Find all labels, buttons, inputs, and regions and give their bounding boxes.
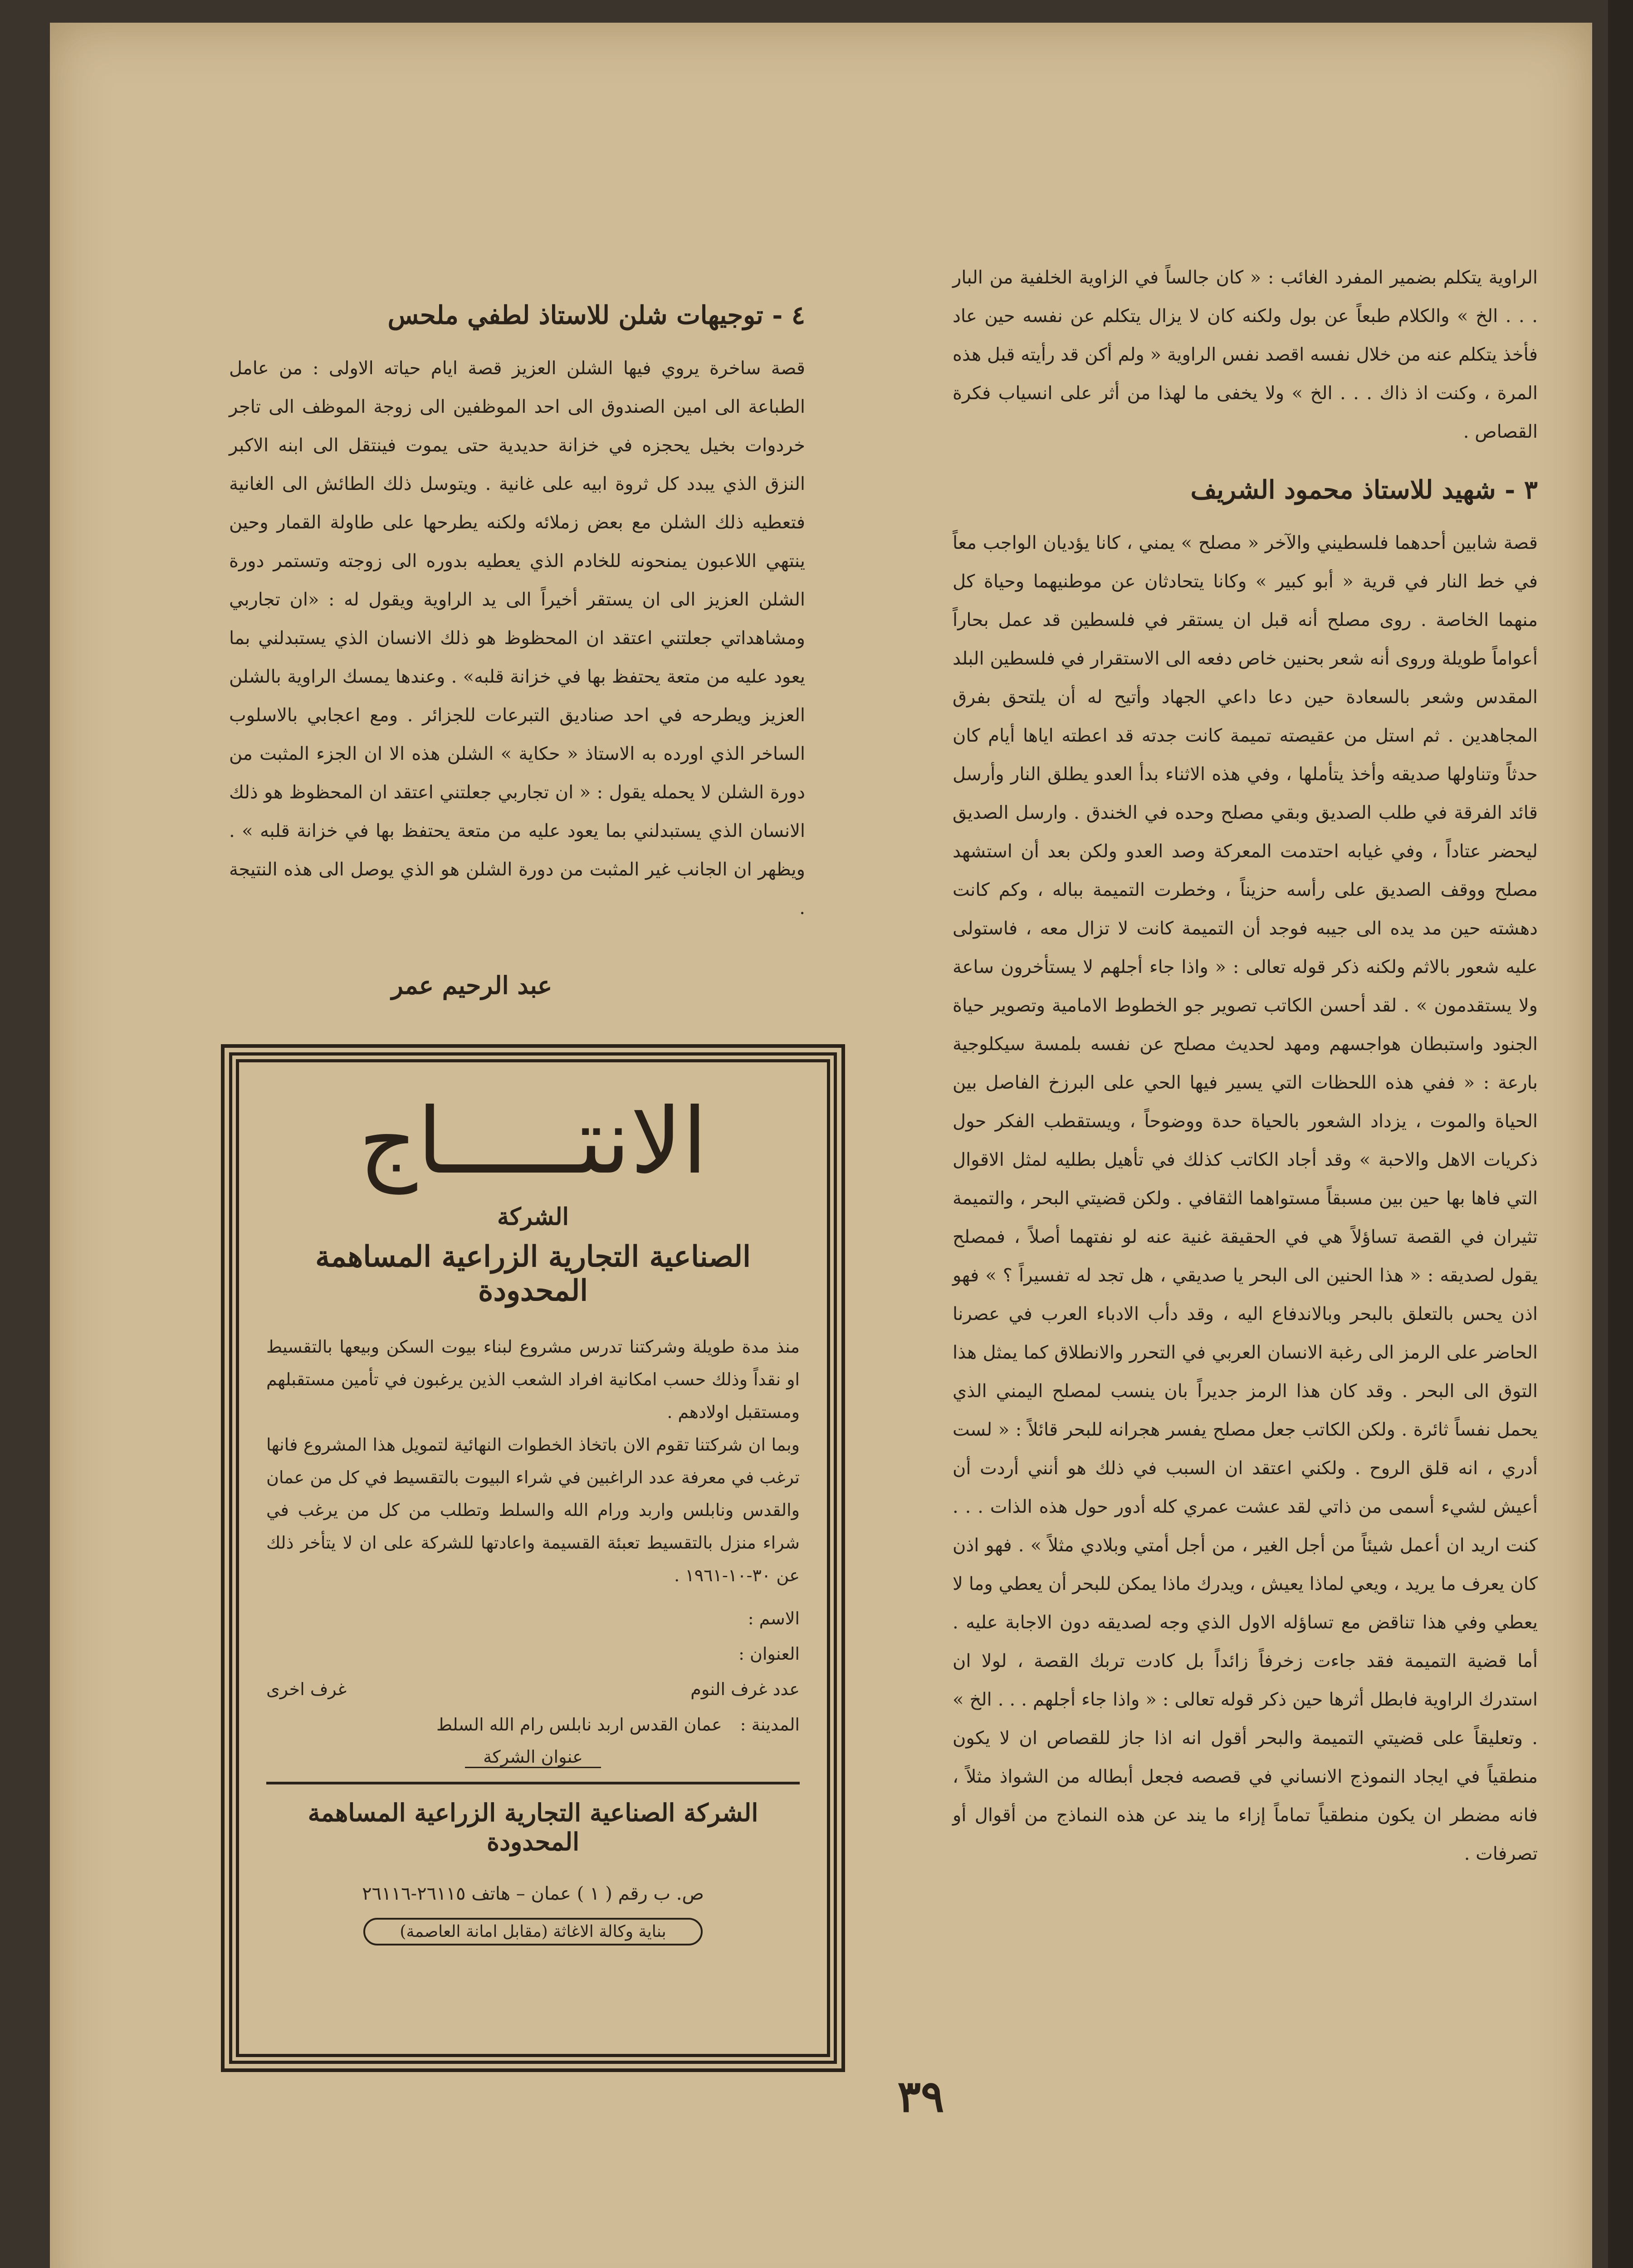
advertisement-box <box>229 1052 837 2064</box>
ad-coupon-form <box>266 1601 800 1742</box>
form-name-label: الاسم : <box>748 1608 800 1628</box>
section-4-paragraph: قصة ساخرة يروي فيها الشلن العزيز قصة ايام حياته الاولى : من عامل الطباعة الى امين الصندوق الى احد الموظفين الى زوجة الموظف الى تاجر خردوات بخيل يحجزه في خزانة حديدية حتى يموت فينتقل الى ابنه الاكبر النزق الذي يبدد كل ثروة ابيه على غانية . ويتوسل ذلك الطائش الى الغانية فتعطيه ذلك الشلن مع بعض زملائه ولكنه يطرحها على طاولة القمار وحين ينتهي اللاعبون يمنحونه للخادم الذي يعطيه بدوره الى زوجته وتستمر دورة الشلن العزيز الى ان يستقر أخيراً الى يد الراوية ويقول له : «ان تجاربي ومشاهداتي جعلتني اعتقد ان المحظوظ هو ذلك الانسان الذي يستبدلني بما يعود عليه من متعة يحتفظ بها في خزانة قلبه» . وعندها يمسك الراوية بالشلن العزيز ويطرحه في احد صناديق التبرعات للجزائر . ومع اعجابي بالاسلوب الساخر الذي اورده به الاستاذ « حكاية » الشلن هذه الا ان الجزء المثبت من دورة الشلن لا يحمله يقول : « ان تجاربي جعلتني اعتقد ان المحظوظ هو ذلك الانسان الذي يستبدلني بما يعود عليه من متعة يحتفظ بها في خزانة قلبه » . ويظهر ان الجانب غير المثبت من دورة الشلن هو الذي يوصل الى هذه النتيجة . <box>229 358 806 919</box>
ad-company-name-bottom: الشركة الصناعية التجارية الزراعية المساهمة المحدودة <box>266 1782 800 1856</box>
ad-paragraph-1: منذ مدة طويلة وشركتنا تدرس مشروع لبناء بيوت السكن وبيعها بالتقسيط او نقداً وذلك حسب امكانية افراد الشعب الذين يرغبون في تأمين مستقبلهم ومستقبل اولادهم . <box>266 1337 800 1422</box>
form-city-options: عمان القدس اربد نابلس رام الله السلط <box>436 1715 722 1735</box>
page-number: ٣٩ <box>897 2071 944 2122</box>
ad-body <box>266 1330 800 1592</box>
section-3-heading: ٣ - شهيد للاستاذ محمود الشريف <box>1190 475 1538 505</box>
section-4-heading: ٤ - توجيهات شلن للاستاذ لطفي ملحس <box>387 300 805 330</box>
ad-title: الانتـــــاج <box>358 1089 708 1194</box>
magazine-page <box>50 23 1592 2268</box>
left-column <box>229 277 805 928</box>
company-address-label: عنوان الشركة <box>465 1747 601 1768</box>
form-other-rooms-label: غرف اخرى <box>266 1679 347 1699</box>
right-column <box>953 259 1538 1873</box>
ad-subtitle: الشركة <box>497 1203 569 1231</box>
ad-paragraph-2: وبما ان شركتنا تقوم الان باتخاذ الخطوات النهائية لتمويل هذا المشروع فانها ترغب في معرفة عدد الراغبين في شراء البيوت بالتقسيط في كل من عمان والقدس ونابلس واربد ورام الله والسلط وتطلب من كل من يرغب في شراء منزل بالتقسيط تعبئة القسيمة واعادتها للشركة على ان لا يتأخر ذلك عن ٣٠-١٠-١٩٦١ . <box>266 1435 800 1585</box>
ad-building-address: بناية وكالة الاغاثة (مقابل امانة العاصمة) <box>363 1918 703 1945</box>
form-address-label: العنوان : <box>738 1644 800 1664</box>
book-binding-edge <box>1608 0 1633 2268</box>
ad-company-name: الصناعية التجارية الزراعية المساهمة المحدودة <box>315 1240 751 1308</box>
intro-paragraph: الراوية يتكلم بضمير المفرد الغائب : « كان جالساً في الزاوية الخلفية من البار . . . الخ » والكلام طبعاً عن بول ولكنه كان لا يزال يتكلم عن نفسه حين عاد فأخذ يتكلم عنه من خلال نفسه اقصد نفس الراوية « ولم أكن قد رأيته قبل هذه المرة ، وكنت اذ ذاك . . . الخ » ولا يخفى ما لهذا من أثر على انسياب فكرة القصاص . <box>953 267 1538 442</box>
section-3-paragraph: قصة شابين أحدهما فلسطيني والآخر « مصلح » يمني ، كانا يؤديان الواجب معاً في خط النار في قرية « أبو كبير » وكانا يتحادثان عن موطنيهما وحياة كل منهما الخاصة . روى مصلح أنه قبل ان يستقر في فلسطين قد عمل بحاراً أعواماً طويلة وروى أنه شعر بحنين خاص دفعه الى الاستقرار في فلسطين البلد المقدس وشعر بالسعادة حين دعا داعي الجهاد وأتيح له أن يلتحق بفرق المجاهدين . ثم استل من عقيصته تميمة كانت جدته قد اعطته اياها أيام كان حدثاً وتناولها صديقه وأخذ يتأملها ، وفي هذه الاثناء بدأ العدو يطلق النار وأرسل قائد الفرقة في طلب الصديق وبقي مصلح وحده في الخندق . وارسل الصديق ليحضر عتاداً ، وفي غيابه احتدمت المعركة وصد العدو ولكن بعد أن استشهد مصلح ووقف الصديق على رأسه حزيناً ، وخطرت التميمة بباله ، وكم كانت دهشته حين مد يده الى جيبه فوجد أن التميمة كانت لا تزال معه ، فاستولى عليه شعور بالاثم ولكنه ذكر قوله تعالى : « واذا جاء أجلهم لا يستأخرون ساعة ولا يستقدمون » . لقد أحسن الكاتب تصوير جو الخطوط الامامية وتصوير حياة الجنود واستبطان هواجسهم ومهد لحديث مصلح عن نفسه بلمسة سيكلوجية بارعة : « ففي هذه اللحظات التي يسير فيها الحي على البرزخ الفاصل بين الحياة والموت ، يزداد الشعور بالحياة حدة ووضوحاً ، ويستقطب الفكر حول ذكريات الاهل والاحبة » وقد أجاد الكاتب كذلك في تأهيل بطليه لمثل الاقوال التي فاها بها حين بين مسبقاً مستواهما الثقافي . ولكن قضيتي البحر ، والتميمة تثيران في القصة تساؤلاً هي في الحقيقة غنية عنه لو نفتهما أصلاً ، فمصلح يقول لصديقه : « هذا الحنين الى البحر يا صديقي ، هل تجد له تفسيراً ؟ » فهو اذن يحس بالتعلق بالبحر وبالاندفاع اليه ، وقد دأب الادباء العرب في عصرنا الحاضر على الرمز الى رغبة الانسان العربي في التحرر والانطلاق كما يمثل هذا التوق الى البحر . وقد كان هذا الرمز جديراً بان ينسب لمصلح اليمني الذي يحمل نفساً ثائرة . ولكن الكاتب جعل مصلح يفسر هجرانه للبحر قائلاً : « لست أدري ، انه قلق الروح . ولكني اعتقد ان السبب في ذلك هو أنني أردت أن أعيش لشيء أسمى من ذاتي لقد عشت عمري كله أدور حول هذه الذات . . . كنت اريد ان أعمل شيئاً من أجل الغير ، من أجل أمتي وبلادي مثلاً » . فهو اذن كان يعرف ما يريد ، ويعي لماذا يعيش ، ويدرك ماذا يمكن للبحر أن يعطي وما لا يعطي وفي هذا تناقض مع تساؤله الاول الذي وجه لصديقه دون الاجابة عليه . أما قضية التميمة فقد جاءت زخرفاً زائداً بل كادت تربك القصة ، لولا ان استدرك الراوية فابطل أثرها حين ذكر قوله تعالى : « واذا جاء أجلهم . . . الخ » . وتعليقاً على قضيتي التميمة والبحر أقول انه اذا جاز للقصاص ان لا يكون منطقياً في ايجاد النموذج الانساني في قصصه فجعل أبطاله من الشواذ مثلاً ، فانه مضطر ان يكون منطقياً تماماً إزاء ما يند عن هذه النماذج من أقوال أو تصرفات . <box>953 533 1538 1864</box>
form-bedrooms-label: عدد غرف النوم <box>690 1679 800 1699</box>
form-city-label: المدينة : <box>740 1715 800 1735</box>
ad-contact-info: ص. ب رقم ( ١ ) عمان – هاتف ٢٦١١٥-٢٦١١٦ <box>362 1883 704 1904</box>
author-signature: عبد الرحيم عمر <box>391 971 552 1000</box>
